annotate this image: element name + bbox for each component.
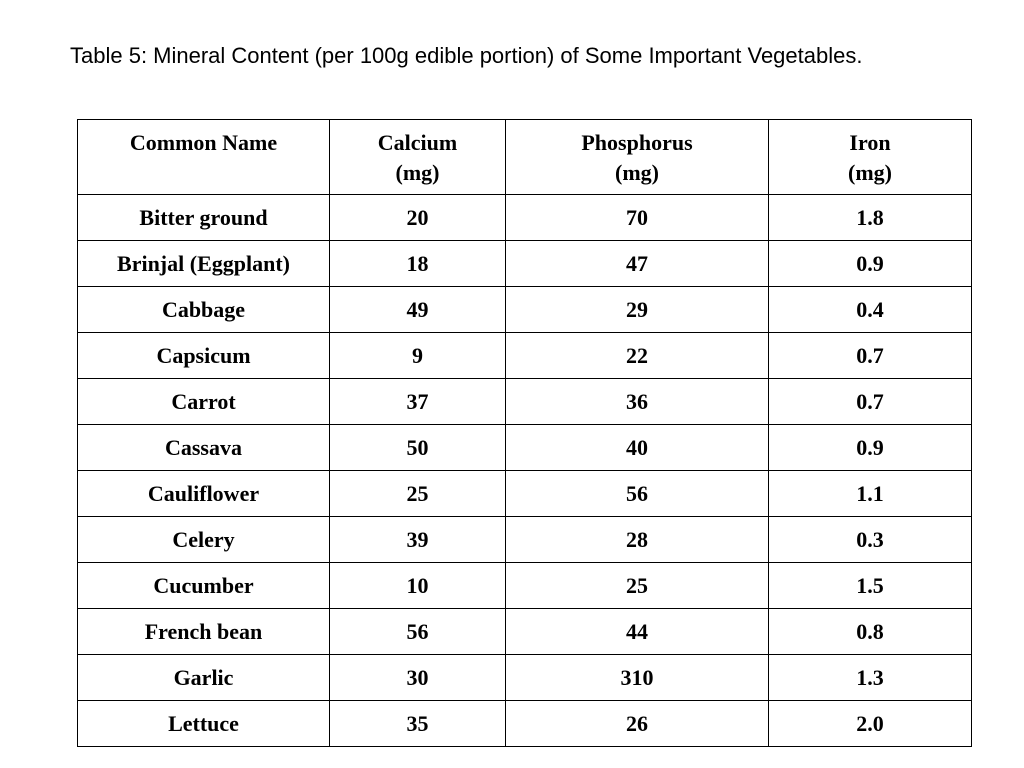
iron-cell: 0.7	[769, 333, 972, 379]
common-name-cell: Lettuce	[78, 701, 330, 747]
iron-cell: 1.1	[769, 471, 972, 517]
common-name-cell: Garlic	[78, 655, 330, 701]
common-name-cell: Cucumber	[78, 563, 330, 609]
table-row	[78, 379, 972, 425]
phosphorus-cell: 26	[506, 701, 769, 747]
header-line: Phosphorus	[581, 130, 693, 155]
common-name-cell: Celery	[78, 517, 330, 563]
header-calcium	[330, 120, 506, 195]
table-row	[78, 425, 972, 471]
iron-cell: 2.0	[769, 701, 972, 747]
phosphorus-cell: 44	[506, 609, 769, 655]
calcium-cell: 18	[330, 241, 506, 287]
common-name-cell: Capsicum	[78, 333, 330, 379]
table-row	[78, 287, 972, 333]
common-name-cell: Brinjal (Eggplant)	[78, 241, 330, 287]
phosphorus-cell: 36	[506, 379, 769, 425]
common-name-cell: Cassava	[78, 425, 330, 471]
phosphorus-cell: 47	[506, 241, 769, 287]
iron-cell: 0.8	[769, 609, 972, 655]
header-unit: (mg)	[848, 160, 892, 185]
phosphorus-cell: 29	[506, 287, 769, 333]
iron-cell: 0.3	[769, 517, 972, 563]
header-unit: (mg)	[395, 160, 440, 185]
header-line: Common Name	[129, 130, 278, 155]
header-common-name	[78, 120, 330, 195]
table-row	[78, 241, 972, 287]
header-line: Iron	[849, 130, 891, 155]
header-unit: (mg)	[615, 160, 659, 185]
iron-cell: 0.4	[769, 287, 972, 333]
table-row	[78, 655, 972, 701]
phosphorus-cell: 25	[506, 563, 769, 609]
common-name-cell: French bean	[78, 609, 330, 655]
phosphorus-cell: 40	[506, 425, 769, 471]
header-line: Calcium	[377, 130, 458, 155]
calcium-cell: 56	[330, 609, 506, 655]
iron-cell: 0.7	[769, 379, 972, 425]
phosphorus-cell: 28	[506, 517, 769, 563]
header-iron	[769, 120, 972, 195]
common-name-cell: Bitter ground	[78, 195, 330, 241]
calcium-cell: 49	[330, 287, 506, 333]
table-body	[78, 195, 972, 747]
common-name-cell: Cauliflower	[78, 471, 330, 517]
table-row	[78, 333, 972, 379]
table-row	[78, 195, 972, 241]
calcium-cell: 9	[330, 333, 506, 379]
calcium-cell: 10	[330, 563, 506, 609]
table-caption: Table 5: Mineral Content (per 100g edible portion) of Some Important Vegetables.	[70, 43, 863, 68]
iron-cell: 1.8	[769, 195, 972, 241]
iron-cell: 1.5	[769, 563, 972, 609]
common-name-cell: Cabbage	[78, 287, 330, 333]
mineral-content-table	[77, 119, 972, 747]
phosphorus-cell: 70	[506, 195, 769, 241]
table-row	[78, 609, 972, 655]
iron-cell: 0.9	[769, 425, 972, 471]
phosphorus-cell: 56	[506, 471, 769, 517]
header-row	[78, 120, 972, 195]
common-name-cell: Carrot	[78, 379, 330, 425]
iron-cell: 0.9	[769, 241, 972, 287]
calcium-cell: 25	[330, 471, 506, 517]
phosphorus-cell: 22	[506, 333, 769, 379]
table-row	[78, 517, 972, 563]
table-row	[78, 471, 972, 517]
calcium-cell: 30	[330, 655, 506, 701]
table-header	[78, 120, 972, 195]
calcium-cell: 50	[330, 425, 506, 471]
calcium-cell: 37	[330, 379, 506, 425]
calcium-cell: 35	[330, 701, 506, 747]
table-row	[78, 563, 972, 609]
iron-cell: 1.3	[769, 655, 972, 701]
phosphorus-cell: 310	[506, 655, 769, 701]
header-phosphorus	[506, 120, 769, 195]
calcium-cell: 39	[330, 517, 506, 563]
calcium-cell: 20	[330, 195, 506, 241]
table-row	[78, 701, 972, 747]
